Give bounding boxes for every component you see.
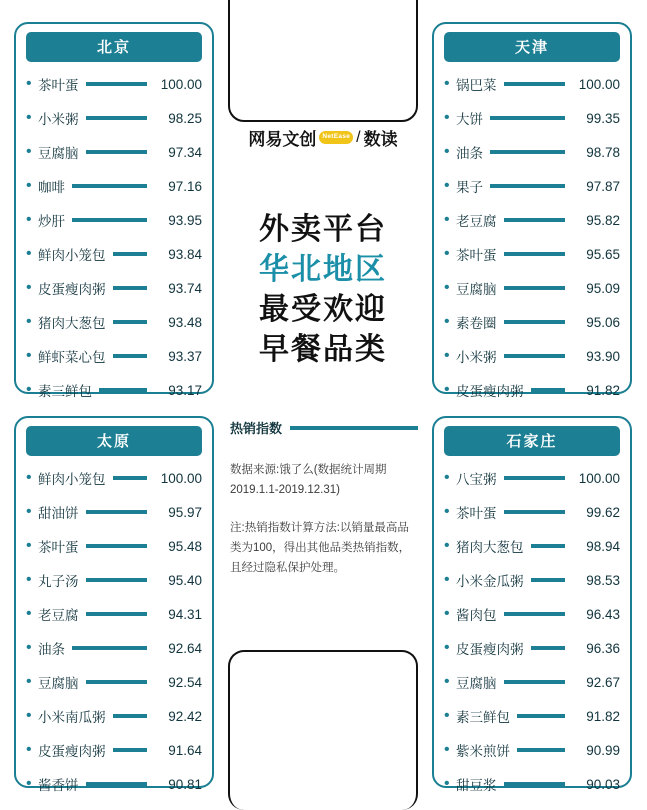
item-value: 94.31 [168, 606, 202, 622]
item-row [444, 135, 620, 169]
item-value: 90.81 [168, 776, 202, 792]
bullet-icon: • [444, 605, 450, 622]
item-value: 95.65 [586, 246, 620, 262]
bullet-icon: • [444, 571, 450, 588]
item-value: 95.09 [586, 280, 620, 296]
item-bar-fill [490, 184, 565, 188]
item-bar [99, 388, 147, 393]
item-label: 酱香饼 [38, 778, 79, 793]
item-bar [86, 612, 148, 617]
item-value: 99.62 [586, 504, 620, 520]
bullet-icon: • [444, 279, 450, 296]
item-bar-fill [504, 82, 566, 86]
panel-title-tianjin: 天津 [444, 32, 620, 62]
item-bar [113, 748, 148, 753]
item-value: 92.67 [586, 674, 620, 690]
item-bar-fill [86, 578, 148, 582]
item-value: 92.54 [168, 674, 202, 690]
item-row [444, 495, 620, 529]
item-bar-fill [113, 748, 148, 752]
item-bar-fill [504, 476, 566, 480]
bullet-icon: • [444, 347, 450, 364]
item-list-beijing [26, 67, 202, 407]
item-list-taiyuan [26, 461, 202, 801]
item-label: 茶叶蛋 [38, 78, 79, 93]
item-value: 93.37 [168, 348, 202, 364]
item-bar-fill [86, 544, 148, 548]
item-bar [517, 748, 565, 753]
bullet-icon: • [26, 177, 32, 194]
item-value: 95.40 [168, 572, 202, 588]
item-bar-fill [504, 252, 566, 256]
item-label: 小米南瓜粥 [38, 710, 106, 725]
item-label: 老豆腐 [38, 608, 79, 623]
item-label: 茶叶蛋 [38, 540, 79, 555]
item-label: 豆腐脑 [456, 676, 497, 691]
item-value: 92.42 [168, 708, 202, 724]
item-bar [113, 320, 148, 325]
bullet-icon: • [444, 177, 450, 194]
item-label: 咖啡 [38, 180, 65, 195]
item-label: 豆腐脑 [38, 146, 79, 161]
item-value: 92.64 [168, 640, 202, 656]
item-label: 皮蛋瘦肉粥 [456, 384, 524, 399]
bullet-icon: • [26, 75, 32, 92]
item-bar-fill [86, 680, 148, 684]
item-bar [504, 510, 566, 515]
item-bar-fill [504, 320, 566, 324]
city-panel-beijing [14, 22, 214, 399]
item-bar [504, 612, 566, 617]
item-row [26, 495, 202, 529]
item-row [444, 67, 620, 101]
bottom-frame-decoration [228, 650, 418, 810]
bullet-icon: • [444, 741, 450, 758]
item-bar-fill [490, 116, 565, 120]
item-row [444, 101, 620, 135]
center-column [222, 10, 424, 795]
page-title [222, 210, 424, 370]
item-row [26, 665, 202, 699]
legend-bar-swatch [290, 426, 418, 430]
item-bar [504, 354, 566, 359]
note-method: 注:热销指数计算方法:以销量最高品类为100，得出其他品类热销指数，且经过隐私保护处理。 [230, 522, 411, 575]
item-row [26, 237, 202, 271]
item-row [26, 305, 202, 339]
item-value: 98.25 [168, 110, 202, 126]
bullet-icon: • [26, 673, 32, 690]
item-label: 炒肝 [38, 214, 65, 229]
item-label: 八宝粥 [456, 472, 497, 487]
item-label: 鲜肉小笼包 [38, 248, 106, 263]
panel-title-beijing: 北京 [26, 32, 202, 62]
bullet-icon: • [26, 469, 32, 486]
bullet-icon: • [444, 775, 450, 792]
item-bar-fill [531, 544, 566, 548]
item-row [444, 665, 620, 699]
item-value: 95.06 [586, 314, 620, 330]
item-bar-fill [531, 388, 566, 392]
item-bar-fill [504, 782, 566, 786]
bullet-icon: • [26, 571, 32, 588]
item-label: 鲜虾菜心包 [38, 350, 106, 365]
item-value: 98.53 [586, 572, 620, 588]
item-bar-fill [113, 320, 148, 324]
legend-label: 热销指数 [230, 421, 283, 436]
item-label: 素三鲜包 [456, 710, 510, 725]
item-value: 96.36 [586, 640, 620, 656]
item-row [26, 767, 202, 801]
item-row [444, 339, 620, 373]
item-row [26, 203, 202, 237]
item-label: 老豆腐 [456, 214, 497, 229]
item-row [444, 461, 620, 495]
item-label: 锅巴菜 [456, 78, 497, 93]
netease-badge-icon: NetEase [319, 131, 353, 144]
item-value: 90.99 [586, 742, 620, 758]
item-bar [517, 714, 565, 719]
bullet-icon: • [444, 639, 450, 656]
title-line-2: 华北地区 [259, 252, 387, 286]
item-bar [72, 218, 147, 223]
item-label: 丸子汤 [38, 574, 79, 589]
item-bar [531, 646, 566, 651]
item-value: 90.03 [586, 776, 620, 792]
item-bar [504, 82, 566, 87]
item-row [26, 563, 202, 597]
item-row [444, 271, 620, 305]
item-bar-fill [113, 476, 148, 480]
bullet-icon: • [26, 347, 32, 364]
item-row [444, 597, 620, 631]
bullet-icon: • [444, 469, 450, 486]
item-label: 大饼 [456, 112, 483, 127]
item-row [444, 373, 620, 407]
item-bar-fill [504, 680, 566, 684]
item-bar [504, 782, 566, 787]
item-bar [504, 680, 566, 685]
item-row [444, 563, 620, 597]
item-bar [531, 544, 566, 549]
item-bar-fill [72, 218, 147, 222]
item-label: 皮蛋瘦肉粥 [456, 642, 524, 657]
item-bar [86, 544, 148, 549]
city-panel-tianjin [432, 22, 632, 399]
item-label: 茶叶蛋 [456, 506, 497, 521]
item-bar [86, 116, 148, 121]
item-bar [490, 184, 565, 189]
item-bar [113, 252, 148, 257]
item-row [444, 631, 620, 665]
item-value: 97.16 [168, 178, 202, 194]
item-value: 91.82 [586, 382, 620, 398]
item-bar [504, 218, 566, 223]
item-label: 小米粥 [456, 350, 497, 365]
title-line-4: 早餐品类 [259, 332, 387, 366]
item-list-shijiazhuang [444, 461, 620, 801]
bullet-icon: • [444, 707, 450, 724]
item-value: 93.17 [168, 382, 202, 398]
panel-title-shijiazhuang: 石家庄 [444, 426, 620, 456]
item-value: 95.82 [586, 212, 620, 228]
item-bar-fill [531, 646, 566, 650]
item-bar [504, 320, 566, 325]
item-value: 97.34 [168, 144, 202, 160]
panel-title-taiyuan: 太原 [26, 426, 202, 456]
item-bar [113, 476, 148, 481]
title-line-3: 最受欢迎 [259, 292, 387, 326]
item-row [26, 373, 202, 407]
item-row [444, 237, 620, 271]
item-value: 99.35 [586, 110, 620, 126]
item-row [26, 733, 202, 767]
item-bar-fill [99, 388, 147, 392]
item-bar-fill [72, 184, 147, 188]
item-row [444, 767, 620, 801]
item-bar [86, 782, 148, 787]
brand-logo [222, 122, 424, 153]
item-value: 98.78 [586, 144, 620, 160]
bullet-icon: • [26, 741, 32, 758]
item-bar [72, 184, 147, 189]
item-label: 豆腐脑 [456, 282, 497, 297]
item-row [26, 699, 202, 733]
item-value: 93.48 [168, 314, 202, 330]
city-panel-taiyuan [14, 416, 214, 793]
item-bar [113, 354, 148, 359]
item-row [26, 529, 202, 563]
item-label: 酱肉包 [456, 608, 497, 623]
item-label: 鲜肉小笼包 [38, 472, 106, 487]
item-row [444, 529, 620, 563]
item-bar [72, 646, 147, 651]
item-row [26, 135, 202, 169]
item-value: 98.94 [586, 538, 620, 554]
item-bar [86, 150, 148, 155]
bullet-icon: • [26, 537, 32, 554]
item-bar-fill [517, 748, 565, 752]
bullet-icon: • [26, 245, 32, 262]
item-value: 96.43 [586, 606, 620, 622]
legend [230, 418, 418, 437]
bullet-icon: • [26, 279, 32, 296]
item-bar [113, 714, 148, 719]
item-bar-fill [113, 354, 148, 358]
item-label: 皮蛋瘦肉粥 [38, 282, 106, 297]
item-row [444, 305, 620, 339]
item-label: 紫米煎饼 [456, 744, 510, 759]
item-bar-fill [517, 714, 565, 718]
bullet-icon: • [26, 143, 32, 160]
item-label: 小米粥 [38, 112, 79, 127]
item-bar [531, 578, 566, 583]
item-label: 油条 [38, 642, 65, 657]
item-bar [504, 286, 566, 291]
item-bar-fill [504, 286, 566, 290]
item-bar [490, 150, 565, 155]
item-bar-fill [504, 612, 566, 616]
brand-logo-right: 数读 [363, 130, 398, 149]
item-bar-fill [86, 612, 148, 616]
item-value: 93.90 [586, 348, 620, 364]
item-label: 茶叶蛋 [456, 248, 497, 263]
item-label: 皮蛋瘦肉粥 [38, 744, 106, 759]
item-value: 91.64 [168, 742, 202, 758]
item-list-tianjin [444, 67, 620, 407]
bullet-icon: • [444, 381, 450, 398]
item-value: 100.00 [160, 76, 202, 92]
bullet-icon: • [444, 109, 450, 126]
bullet-icon: • [444, 75, 450, 92]
item-bar-fill [490, 150, 565, 154]
bullet-icon: • [444, 503, 450, 520]
bullet-icon: • [26, 503, 32, 520]
bullet-icon: • [26, 639, 32, 656]
logo-frame-decoration [228, 0, 418, 122]
item-bar [490, 116, 565, 121]
bullet-icon: • [444, 313, 450, 330]
item-bar-fill [86, 782, 148, 786]
item-value: 100.00 [160, 470, 202, 486]
item-row [26, 169, 202, 203]
bullet-icon: • [26, 313, 32, 330]
item-row [26, 597, 202, 631]
item-row [26, 339, 202, 373]
title-line-1: 外卖平台 [259, 213, 387, 246]
item-label: 甜油饼 [38, 506, 79, 521]
logo-slash: / [356, 128, 361, 146]
city-panel-shijiazhuang [432, 416, 632, 793]
item-value: 97.87 [586, 178, 620, 194]
item-value: 93.95 [168, 212, 202, 228]
item-bar [113, 286, 148, 291]
item-bar-fill [113, 286, 148, 290]
item-row [444, 733, 620, 767]
item-bar-fill [72, 646, 147, 650]
item-bar-fill [86, 150, 148, 154]
item-bar-fill [86, 510, 148, 514]
item-bar [531, 388, 566, 393]
item-value: 100.00 [578, 76, 620, 92]
bullet-icon: • [444, 143, 450, 160]
bullet-icon: • [26, 211, 32, 228]
item-label: 果子 [456, 180, 483, 195]
item-label: 素三鲜包 [38, 384, 92, 399]
item-row [444, 203, 620, 237]
bullet-icon: • [444, 211, 450, 228]
bullet-icon: • [26, 775, 32, 792]
bullet-icon: • [26, 605, 32, 622]
item-label: 猪肉大葱包 [38, 316, 106, 331]
item-label: 猪肉大葱包 [456, 540, 524, 555]
item-bar [86, 510, 148, 515]
item-value: 93.84 [168, 246, 202, 262]
item-bar-fill [113, 714, 148, 718]
item-label: 油条 [456, 146, 483, 161]
item-value: 91.82 [586, 708, 620, 724]
item-bar-fill [86, 116, 148, 120]
item-value: 93.74 [168, 280, 202, 296]
item-label: 小米金瓜粥 [456, 574, 524, 589]
item-value: 95.97 [168, 504, 202, 520]
item-bar [86, 578, 148, 583]
item-bar-fill [504, 354, 566, 358]
item-bar-fill [531, 578, 566, 582]
item-bar [504, 476, 566, 481]
note-data-source: 数据来源:饿了么(数据统计周期2019.1.1-2019.12.31) [230, 464, 387, 497]
item-bar-fill [504, 510, 566, 514]
bullet-icon: • [26, 381, 32, 398]
item-bar [504, 252, 566, 257]
bullet-icon: • [444, 673, 450, 690]
item-label: 甜豆浆 [456, 778, 497, 793]
bullet-icon: • [444, 245, 450, 262]
item-value: 95.48 [168, 538, 202, 554]
item-row [26, 101, 202, 135]
item-bar-fill [86, 82, 148, 86]
item-row [444, 699, 620, 733]
bullet-icon: • [26, 707, 32, 724]
item-bar-fill [113, 252, 148, 256]
item-row [26, 461, 202, 495]
bullet-icon: • [444, 537, 450, 554]
brand-logo-left: 网易文创 [248, 130, 317, 149]
item-bar [86, 680, 148, 685]
item-row [26, 631, 202, 665]
item-row [26, 271, 202, 305]
item-label: 豆腐脑 [38, 676, 79, 691]
item-bar-fill [504, 218, 566, 222]
item-row [444, 169, 620, 203]
item-label: 素卷圈 [456, 316, 497, 331]
item-value: 100.00 [578, 470, 620, 486]
bullet-icon: • [26, 109, 32, 126]
item-row [26, 67, 202, 101]
item-bar [86, 82, 148, 87]
